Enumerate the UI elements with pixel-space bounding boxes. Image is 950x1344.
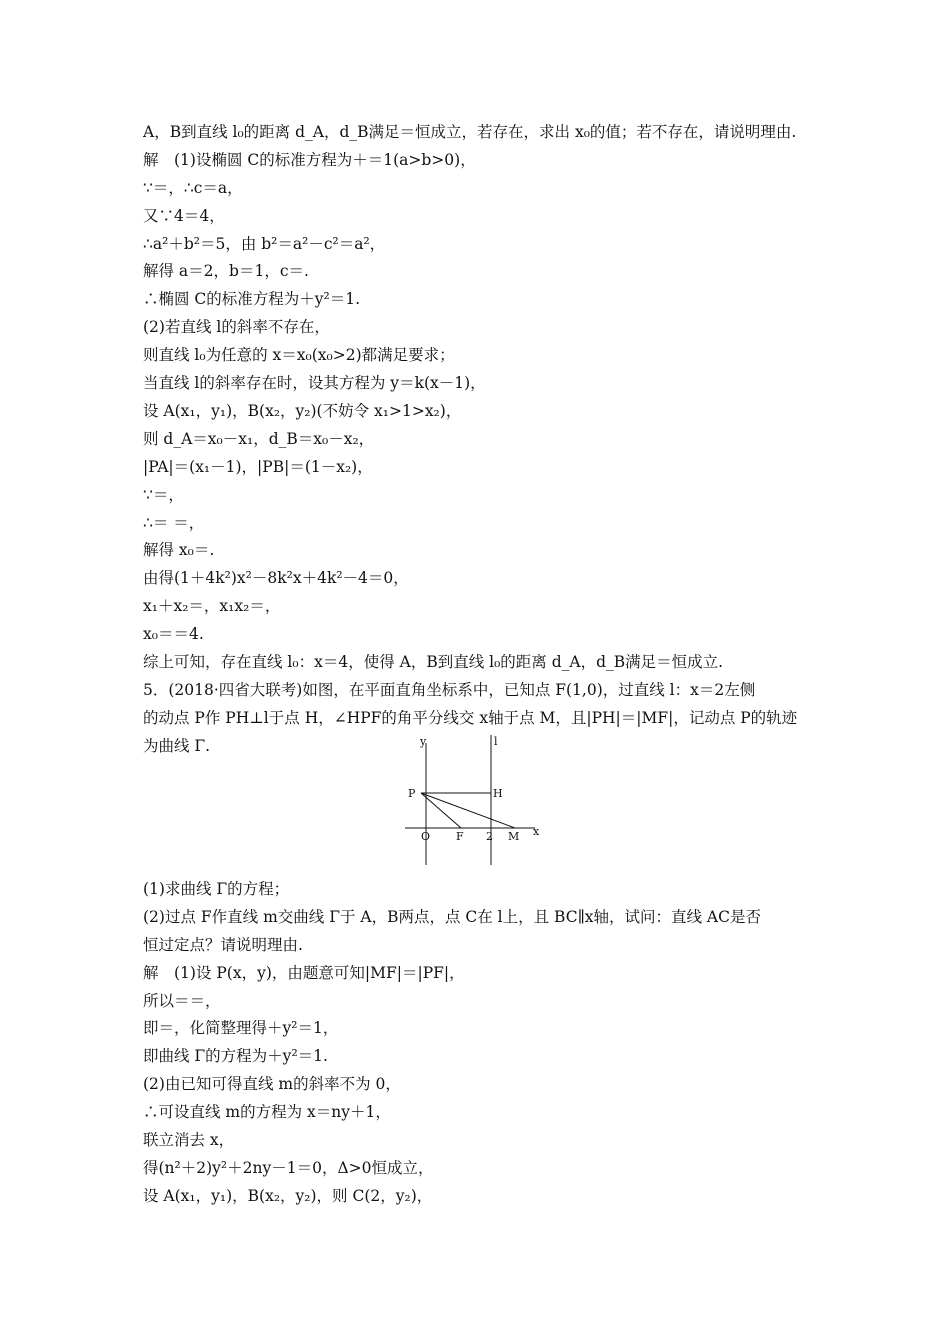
text-line: 则直线 l₀为任意的 x＝x₀(x₀>2)都满足要求； (143, 346, 455, 364)
text-line: ∴a²＋b²＝5，由 b²＝a²－c²＝a²， (143, 235, 386, 253)
text-line: 解 (1)设 P(x，y)，由题意可知|MF|＝|PF|， (143, 964, 465, 982)
text-line: ∴椭圆 C的标准方程为＋y²＝1. (143, 290, 361, 308)
text-line: (2)由已知可得直线 m的斜率不为 0， (143, 1075, 401, 1093)
label-2: 2 (486, 830, 493, 843)
text-line: |PA|＝(x₁－1)，|PB|＝(1－x₂)， (143, 458, 373, 476)
text-line: 当直线 l的斜率存在时，设其方程为 y＝k(x－1)， (143, 374, 486, 392)
text-line: 联立消去 x， (143, 1131, 235, 1149)
text-line: ∴＝ ＝， (143, 514, 205, 532)
text-line: 即曲线 Γ的方程为＋y²＝1. (143, 1047, 328, 1065)
text-line: 解得 a＝2，b＝1，c＝. (143, 262, 309, 280)
text-line: 所以＝＝， (143, 992, 221, 1010)
coordinate-figure (405, 735, 545, 865)
text-line: 则 d_A＝x₀－x₁，d_B＝x₀－x₂， (143, 430, 375, 448)
label-P: P (408, 787, 416, 800)
text-line: 设 A(x₁，y₁)，B(x₂，y₂)(不妨令 x₁>1>x₂)， (143, 402, 462, 420)
text-line: ∴可设直线 m的方程为 x＝ny＋1， (143, 1103, 391, 1121)
text-line: 又∵4＝4， (143, 207, 225, 225)
text-line: 5．(2018·四省大联考)如图，在平面直角坐标系中，已知点 F(1,0)，过直线 l：x＝2左侧 (143, 681, 756, 699)
label-y: y (420, 735, 427, 748)
text-line: 为曲线 Γ. (143, 737, 211, 755)
label-F: F (456, 830, 464, 843)
text-line: (1)求曲线 Γ的方程； (143, 880, 290, 898)
text-line: 解 (1)设椭圆 C的标准方程为＋＝1(a>b>0)， (143, 151, 476, 169)
text-line: 的动点 P作 PH⊥l于点 H，∠HPF的角平分线交 x轴于点 M，且|PH|＝|MF|，记动点 P的轨迹 (143, 709, 798, 727)
text-line: 设 A(x₁，y₁)，B(x₂，y₂)，则 C(2，y₂)， (143, 1187, 433, 1205)
segment-PF (421, 793, 461, 828)
label-l: l (494, 735, 498, 748)
text-line: 得(n²＋2)y²＋2ny－1＝0，Δ>0恒成立， (143, 1159, 434, 1177)
text-line: 恒过定点？请说明理由. (143, 936, 303, 954)
text-line: x₀＝＝4. (143, 625, 204, 643)
text-line: ∵＝， (143, 486, 184, 504)
label-O: O (421, 830, 431, 843)
text-line: (2)若直线 l的斜率不存在， (143, 318, 330, 336)
text-line: 由得(1＋4k²)x²－8k²x＋4k²－4＝0， (143, 569, 409, 587)
text-line: ∵＝，∴c＝a， (143, 179, 243, 197)
text-line: (2)过点 F作直线 m交曲线 Γ于 A，B两点，点 C在 l上，且 BC∥x轴，试问：直线 AC是否 (143, 908, 761, 926)
label-x: x (533, 825, 540, 838)
label-M: M (508, 830, 520, 843)
text-line: A，B到直线 l₀的距离 d_A，d_B满足＝恒成立，若存在，求出 x₀的值；若不存在，请说明理由. (143, 123, 797, 141)
text-line: 解得 x₀＝. (143, 541, 215, 559)
text-line: 综上可知，存在直线 l₀：x＝4，使得 A，B到直线 l₀的距离 d_A，d_B满足＝恒成立. (143, 653, 724, 671)
label-H: H (493, 787, 503, 800)
text-line: 即＝，化简整理得＋y²＝1， (143, 1019, 339, 1037)
text-line: x₁＋x₂＝，x₁x₂＝， (143, 597, 281, 615)
